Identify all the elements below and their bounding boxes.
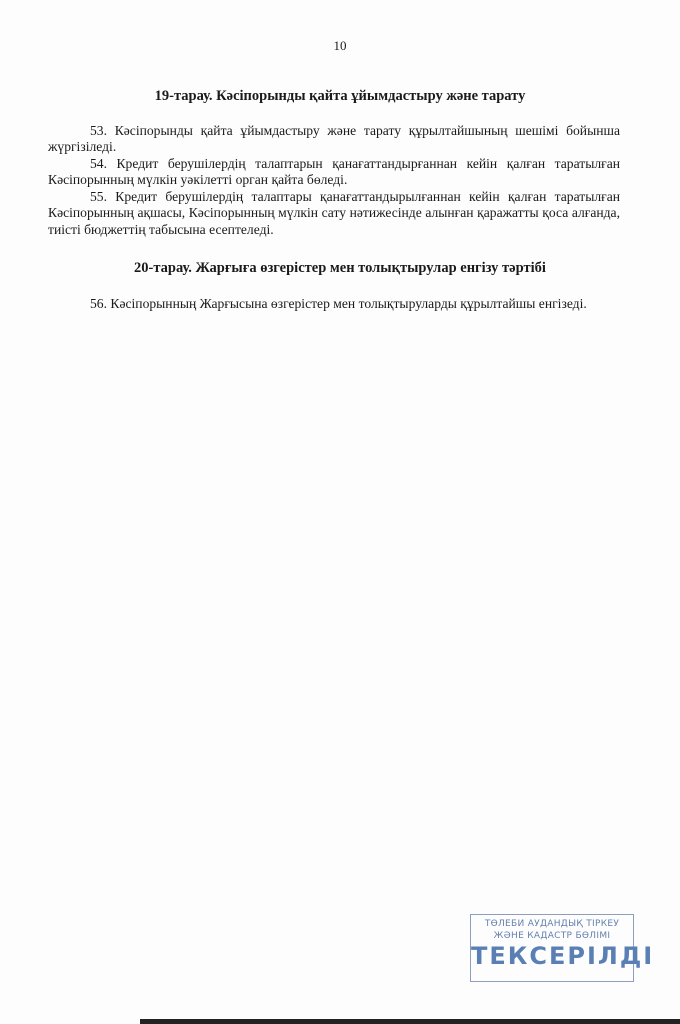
paragraph-text: 53. Кәсіпорынды қайта ұйымдастыру және тарату құрылтайшының шешімі бойынша жүргізіледі.	[48, 123, 620, 155]
paragraph-text: 54. Кредит берушілердің талаптарын қанағаттандырғаннан кейін қалған таратылған Кәсіпорынның мүлкін уәкілетті орган қайта бөледі.	[48, 156, 620, 188]
section-heading-20: 20-тарау. Жарғыға өзгерістер мен толықтырулар енгізу тәртібі	[134, 260, 546, 276]
paragraph-text: 55. Кредит берушілердің талаптары қанағаттандырылғаннан кейін қалған таратылған Кәсіпорынның ақшасы, Кәсіпорынның мүлкін сату нәтижесінде алынған қаражатты қоса алғанда, тиісті бюджеттің табысына есептеледі.	[48, 189, 620, 237]
paragraph-54	[48, 156, 620, 189]
paragraph-text: 56. Кәсіпорынның Жарғысына өзгерістер мен толықтыруларды құрылтайшы енгізеді.	[90, 296, 587, 311]
page-number: 10	[333, 38, 347, 53]
section-heading-19: 19-тарау. Кәсіпорынды қайта ұйымдастыру және тарату	[154, 88, 526, 104]
paragraph-56	[48, 296, 620, 312]
stamp-line-2: ЖӘНЕ КАДАСТР БӨЛІМІ	[493, 931, 611, 941]
stamp-line-1: ТӨЛЕБИ АУДАНДЫҚ ТІРКЕУ	[484, 919, 620, 929]
scan-edge	[140, 1019, 680, 1024]
verification-stamp	[470, 914, 655, 982]
paragraph-53	[48, 123, 620, 156]
stamp-line-3: ТЕКСЕРІЛДІ	[471, 942, 655, 970]
paragraph-55	[48, 189, 620, 238]
